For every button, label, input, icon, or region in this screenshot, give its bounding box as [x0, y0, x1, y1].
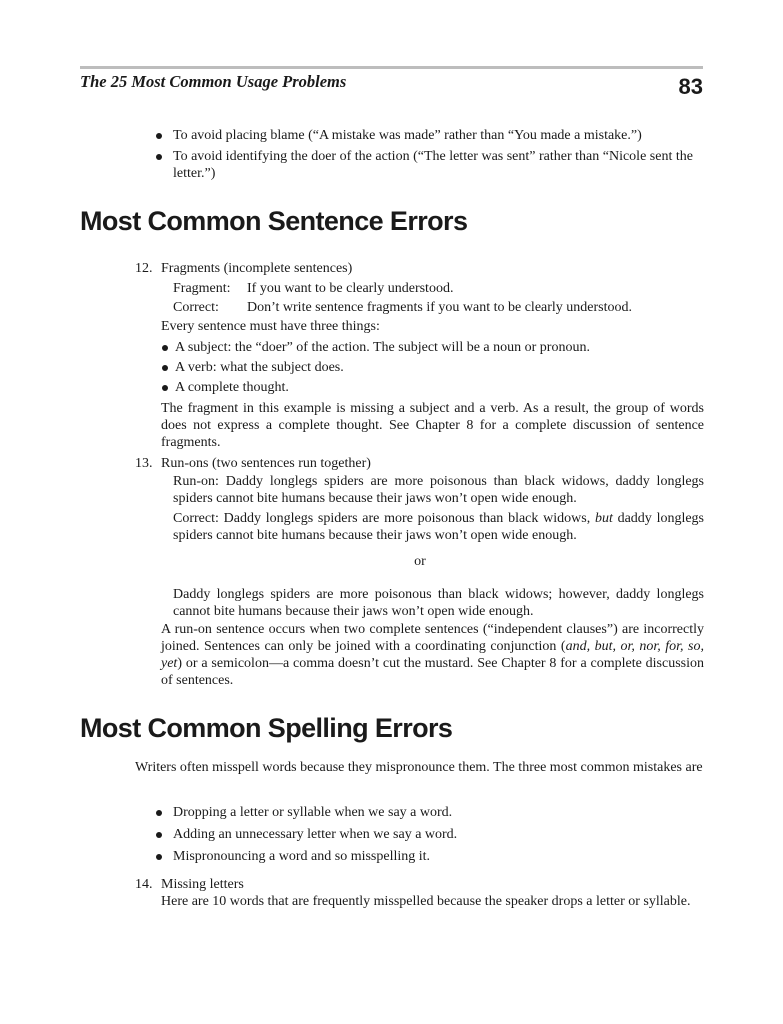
- spelling-bullet-2: Adding an unnecessary letter when we say a word.: [173, 827, 458, 842]
- page-number: 83: [678, 74, 703, 99]
- runon-example: Run-on: Daddy longlegs spiders are more poisonous than black widows, daddy longlegs spiders cannot bite humans because their jaws won’t open wide enough.: [173, 474, 704, 506]
- requirement-subject: A subject: the “doer” of the action. The subject will be a noun or pronoun.: [175, 340, 590, 355]
- heading-sentence-errors: Most Common Sentence Errors: [80, 206, 468, 236]
- runon-explanation: [161, 621, 704, 689]
- correct-pre: Correct: Daddy longlegs spiders are more poisonous than black widows,: [173, 511, 595, 526]
- expl-pre: A run-on sentence occurs when two complete sentences (“independent clauses”) are incorrectly joined. Sentences can only be joined with a coordinating conjunction (: [161, 622, 704, 654]
- correct-example: [173, 299, 703, 316]
- intro-bullet-1: To avoid placing blame (“A mistake was made” rather than “You made a mistake.”): [173, 128, 642, 143]
- item-title-fragments: Fragments (incomplete sentences): [161, 261, 353, 276]
- spelling-bullet-1: Dropping a letter or syllable when we say a word.: [173, 805, 453, 820]
- bullet-dot: [162, 365, 168, 371]
- intro-bullet-2: To avoid identifying the doer of the action (“The letter was sent” rather than “Nicole sent the letter.”): [173, 149, 693, 181]
- or-separator: or: [414, 554, 426, 569]
- bullet-dot: [156, 832, 162, 838]
- correct-post: daddy longlegs spiders cannot bite humans because their jaws won’t open wide enough.: [173, 511, 705, 543]
- expl-post: ) or a semicolon—a comma doesn’t cut the mustard. See Chapter 8 for a complete discussion of sentences.: [161, 656, 704, 688]
- sentence-requirements-lead: Every sentence must have three things:: [161, 319, 380, 334]
- fragment-text: If you want to be clearly understood.: [247, 281, 454, 296]
- item-number-12: 12.: [135, 261, 153, 276]
- missing-letters-text: Here are 10 words that are frequently misspelled because the speaker drops a letter or syllable.: [161, 894, 691, 909]
- bullet-dot: [162, 345, 168, 351]
- correct-text: Don’t write sentence fragments if you want to be clearly understood.: [247, 300, 633, 315]
- bullet-dot: [156, 854, 162, 860]
- spelling-intro: Writers often misspell words because they mispronounce them. The three most common mistakes are: [135, 760, 703, 775]
- running-title: The 25 Most Common Usage Problems: [80, 72, 347, 91]
- spelling-bullet-3: Mispronouncing a word and so misspelling it.: [173, 849, 431, 864]
- correct-conjunction: but: [594, 511, 613, 526]
- runon-correct-example: [173, 510, 704, 544]
- fragment-example: [173, 280, 703, 297]
- bullet-dot: [156, 133, 162, 139]
- item-number-14: 14.: [135, 877, 153, 892]
- runon-alt-example: Daddy longlegs spiders are more poisonous than black widows; however, daddy longlegs cannot bite humans because their jaws won’t open wide enough.: [173, 587, 704, 619]
- page-header: [80, 66, 703, 103]
- item-number-13: 13.: [135, 456, 153, 471]
- item-title-runons: Run-ons (two sentences run together): [161, 456, 371, 471]
- expl-conjunctions: and, but, or, nor, for, so, yet: [161, 639, 704, 671]
- fragment-label: Fragment:: [173, 281, 231, 296]
- bullet-dot: [162, 385, 168, 391]
- bullet-dot: [156, 810, 162, 816]
- bullet-dot: [156, 154, 162, 160]
- fragment-explanation: The fragment in this example is missing a subject and a verb. As a result, the group of words does not express a complete thought. See Chapter 8 for a complete discussion of sentence fragments.: [161, 401, 704, 450]
- correct-label: Correct:: [173, 300, 219, 315]
- heading-spelling-errors: Most Common Spelling Errors: [80, 713, 453, 743]
- item-title-missing-letters: Missing letters: [161, 877, 244, 892]
- requirement-thought: A complete thought.: [175, 380, 289, 395]
- requirement-verb: A verb: what the subject does.: [175, 360, 344, 375]
